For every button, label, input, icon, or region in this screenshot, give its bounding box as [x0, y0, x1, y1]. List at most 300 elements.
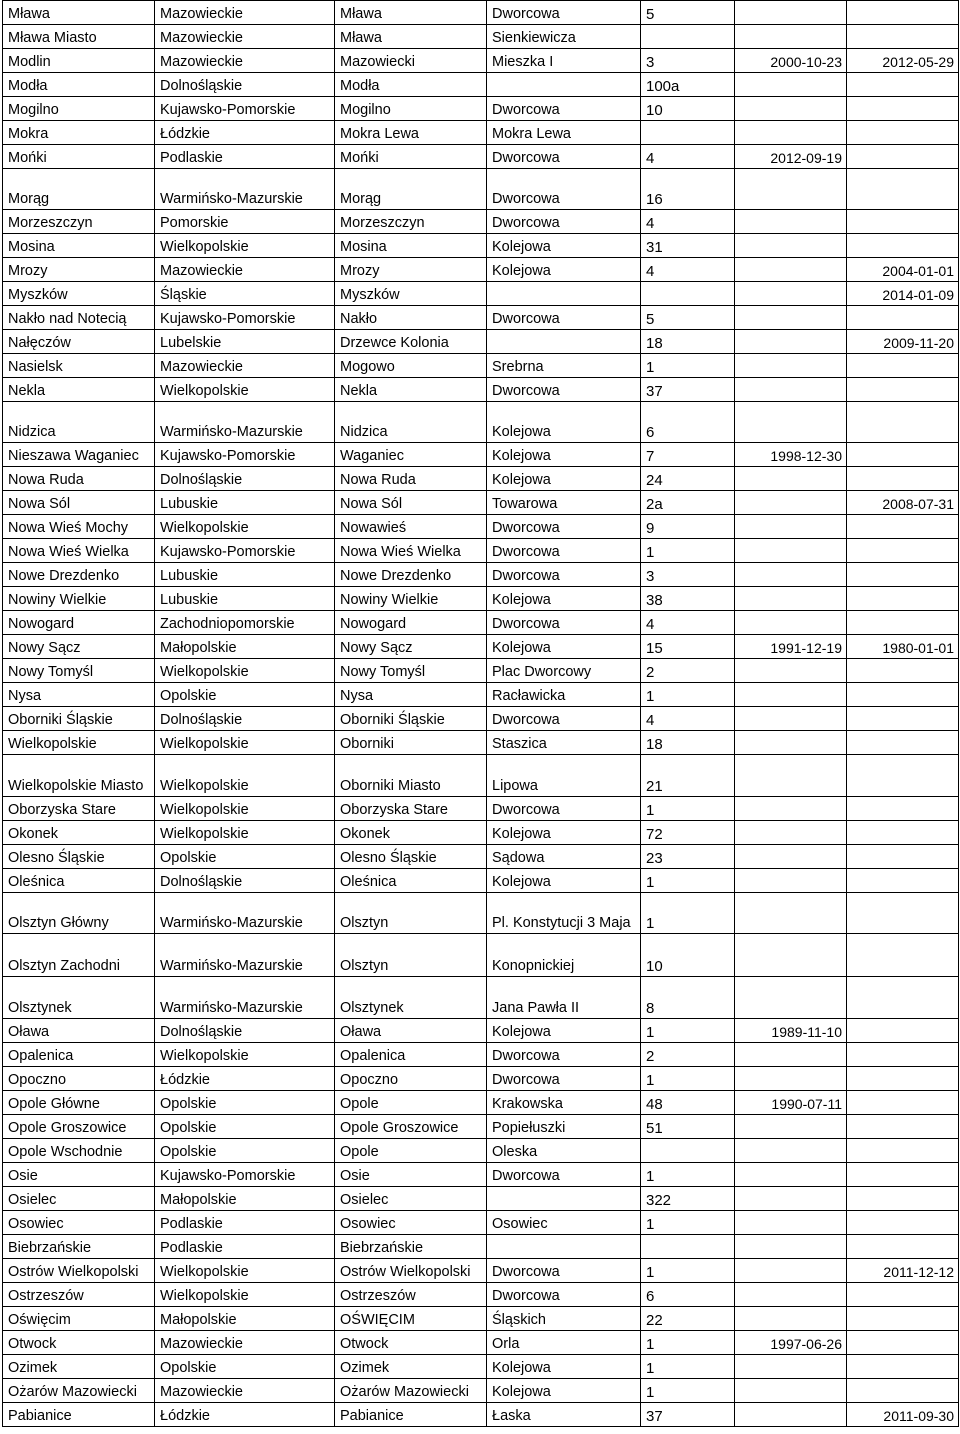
table-row	[3, 563, 959, 587]
date2-cell	[847, 893, 959, 934]
city-cell: Mława	[335, 25, 487, 49]
date2-cell	[847, 611, 959, 635]
table-row	[3, 611, 959, 635]
voivodeship-cell: Podlaskie	[155, 1211, 335, 1235]
city-cell: OŚWIĘCIM	[335, 1307, 487, 1331]
street-cell: Dworcowa	[487, 169, 641, 210]
date2-cell	[847, 659, 959, 683]
street-cell: Plac Dworcowy	[487, 659, 641, 683]
street-cell: Kolejowa	[487, 821, 641, 845]
table-row	[3, 1379, 959, 1403]
station-cell: Biebrzańskie	[3, 1235, 155, 1259]
voivodeship-cell: Kujawsko-Pomorskie	[155, 306, 335, 330]
city-cell: Opoczno	[335, 1067, 487, 1091]
voivodeship-cell: Wielkopolskie	[155, 1283, 335, 1307]
city-cell: Pabianice	[335, 1403, 487, 1427]
voivodeship-cell: Lubuskie	[155, 563, 335, 587]
city-cell: Mazowiecki	[335, 49, 487, 73]
voivodeship-cell: Mazowieckie	[155, 1379, 335, 1403]
date2-cell	[847, 234, 959, 258]
date2-cell	[847, 563, 959, 587]
street-cell: Kolejowa	[487, 635, 641, 659]
voivodeship-cell: Łódzkie	[155, 1403, 335, 1427]
city-cell: Ozimek	[335, 1355, 487, 1379]
date2-cell	[847, 821, 959, 845]
station-cell: Nowogard	[3, 611, 155, 635]
station-cell: Mrozy	[3, 258, 155, 282]
number-cell: 1	[641, 893, 735, 934]
city-cell: Osie	[335, 1163, 487, 1187]
number-cell: 7	[641, 443, 735, 467]
street-cell: Kolejowa	[487, 1019, 641, 1043]
voivodeship-cell: Wielkopolskie	[155, 1043, 335, 1067]
table-body	[3, 1, 959, 1427]
date1-cell	[735, 893, 847, 934]
date1-cell: 1990-07-11	[735, 1091, 847, 1115]
station-cell: Mława Miasto	[3, 25, 155, 49]
date2-cell: 2011-09-30	[847, 1403, 959, 1427]
street-cell: Dworcowa	[487, 306, 641, 330]
street-cell: Staszica	[487, 731, 641, 755]
station-cell: Ostrzeszów	[3, 1283, 155, 1307]
voivodeship-cell: Opolskie	[155, 1115, 335, 1139]
station-cell: Modlin	[3, 49, 155, 73]
station-cell: Ostrów Wielkopolski	[3, 1259, 155, 1283]
station-cell: Olsztyn Główny	[3, 893, 155, 934]
street-cell: Dworcowa	[487, 1067, 641, 1091]
station-cell: Ożarów Mazowiecki	[3, 1379, 155, 1403]
date2-cell	[847, 1139, 959, 1163]
number-cell: 8	[641, 977, 735, 1019]
city-cell: Ostrzeszów	[335, 1283, 487, 1307]
date2-cell	[847, 306, 959, 330]
voivodeship-cell: Opolskie	[155, 1091, 335, 1115]
date1-cell	[735, 25, 847, 49]
date1-cell	[735, 977, 847, 1019]
table-row	[3, 1355, 959, 1379]
date1-cell	[735, 515, 847, 539]
date1-cell	[735, 1067, 847, 1091]
table-row	[3, 977, 959, 1019]
date1-cell	[735, 1115, 847, 1139]
voivodeship-cell: Warmińsko-Mazurskie	[155, 977, 335, 1019]
street-cell: Dworcowa	[487, 707, 641, 731]
date1-cell	[735, 683, 847, 707]
city-cell: Nowa Wieś Wielka	[335, 539, 487, 563]
date1-cell	[735, 1163, 847, 1187]
street-cell: Kolejowa	[487, 1379, 641, 1403]
table-row	[3, 25, 959, 49]
date1-cell	[735, 97, 847, 121]
table-row	[3, 330, 959, 354]
street-cell: Dworcowa	[487, 797, 641, 821]
station-cell: Olesno Śląskie	[3, 845, 155, 869]
date2-cell: 2008-07-31	[847, 491, 959, 515]
date2-cell	[847, 169, 959, 210]
table-row	[3, 306, 959, 330]
city-cell: Mława	[335, 1, 487, 25]
number-cell: 48	[641, 1091, 735, 1115]
voivodeship-cell: Dolnośląskie	[155, 73, 335, 97]
table-row	[3, 491, 959, 515]
voivodeship-cell: Łódzkie	[155, 1067, 335, 1091]
station-cell: Opole Główne	[3, 1091, 155, 1115]
date2-cell	[847, 797, 959, 821]
city-cell: Nowa Sól	[335, 491, 487, 515]
stations-table	[2, 0, 959, 1427]
table-row	[3, 797, 959, 821]
voivodeship-cell: Warmińsko-Mazurskie	[155, 169, 335, 210]
station-cell: Opoczno	[3, 1067, 155, 1091]
table-row	[3, 821, 959, 845]
street-cell: Krakowska	[487, 1091, 641, 1115]
date2-cell: 2014-01-09	[847, 282, 959, 306]
date2-cell	[847, 25, 959, 49]
date1-cell: 1989-11-10	[735, 1019, 847, 1043]
date2-cell	[847, 1187, 959, 1211]
date2-cell	[847, 145, 959, 169]
date2-cell	[847, 1355, 959, 1379]
date1-cell	[735, 1235, 847, 1259]
city-cell: Oborniki Śląskie	[335, 707, 487, 731]
table-row	[3, 1331, 959, 1355]
station-cell: Nowe Drezdenko	[3, 563, 155, 587]
number-cell: 1	[641, 683, 735, 707]
number-cell: 24	[641, 467, 735, 491]
date1-cell	[735, 1307, 847, 1331]
date1-cell	[735, 467, 847, 491]
city-cell: Mokra Lewa	[335, 121, 487, 145]
table-row	[3, 354, 959, 378]
city-cell: Oborniki Miasto	[335, 755, 487, 797]
number-cell: 4	[641, 210, 735, 234]
date2-cell: 2004-01-01	[847, 258, 959, 282]
city-cell: Oborniki	[335, 731, 487, 755]
voivodeship-cell: Opolskie	[155, 683, 335, 707]
date2-cell	[847, 1091, 959, 1115]
number-cell: 6	[641, 1283, 735, 1307]
number-cell: 2	[641, 659, 735, 683]
voivodeship-cell: Wielkopolskie	[155, 1259, 335, 1283]
number-cell: 4	[641, 611, 735, 635]
voivodeship-cell: Opolskie	[155, 1139, 335, 1163]
date1-cell	[735, 797, 847, 821]
date2-cell: 2012-05-29	[847, 49, 959, 73]
voivodeship-cell: Lubuskie	[155, 491, 335, 515]
street-cell	[487, 330, 641, 354]
number-cell: 16	[641, 169, 735, 210]
table-row	[3, 707, 959, 731]
city-cell: Mońki	[335, 145, 487, 169]
station-cell: Nałęczów	[3, 330, 155, 354]
street-cell: Sienkiewicza	[487, 25, 641, 49]
date2-cell	[847, 869, 959, 893]
date1-cell	[735, 169, 847, 210]
date2-cell	[847, 587, 959, 611]
voivodeship-cell: Kujawsko-Pomorskie	[155, 539, 335, 563]
number-cell: 18	[641, 330, 735, 354]
date1-cell	[735, 73, 847, 97]
date1-cell	[735, 306, 847, 330]
voivodeship-cell: Warmińsko-Mazurskie	[155, 893, 335, 934]
table-row	[3, 145, 959, 169]
date2-cell	[847, 402, 959, 443]
date1-cell	[735, 869, 847, 893]
number-cell: 1	[641, 1163, 735, 1187]
station-cell: Otwock	[3, 1331, 155, 1355]
station-cell: Olsztyn Zachodni	[3, 934, 155, 977]
city-cell: Waganiec	[335, 443, 487, 467]
date2-cell	[847, 354, 959, 378]
number-cell: 5	[641, 1, 735, 25]
voivodeship-cell: Mazowieckie	[155, 1, 335, 25]
street-cell: Kolejowa	[487, 869, 641, 893]
station-cell: Mokra	[3, 121, 155, 145]
city-cell: Nekla	[335, 378, 487, 402]
number-cell: 10	[641, 97, 735, 121]
table-row	[3, 169, 959, 210]
date1-cell	[735, 563, 847, 587]
date1-cell	[735, 491, 847, 515]
city-cell: Mogilno	[335, 97, 487, 121]
table-row	[3, 1115, 959, 1139]
voivodeship-cell: Dolnośląskie	[155, 1019, 335, 1043]
station-cell: Opole Groszowice	[3, 1115, 155, 1139]
station-cell: Wielkopolskie	[3, 731, 155, 755]
city-cell: Opole	[335, 1139, 487, 1163]
street-cell: Sądowa	[487, 845, 641, 869]
date2-cell	[847, 1331, 959, 1355]
table-row	[3, 1283, 959, 1307]
street-cell: Konopnickiej	[487, 934, 641, 977]
table-row	[3, 683, 959, 707]
city-cell: Ostrów Wielkopolski	[335, 1259, 487, 1283]
date1-cell: 1998-12-30	[735, 443, 847, 467]
table-row	[3, 869, 959, 893]
date2-cell: 1980-01-01	[847, 635, 959, 659]
date2-cell	[847, 467, 959, 491]
date1-cell	[735, 1139, 847, 1163]
table-row	[3, 258, 959, 282]
station-cell: Nowiny Wielkie	[3, 587, 155, 611]
date2-cell	[847, 73, 959, 97]
city-cell: Nowy Sącz	[335, 635, 487, 659]
city-cell: Okonek	[335, 821, 487, 845]
street-cell: Orla	[487, 1331, 641, 1355]
table-row	[3, 515, 959, 539]
date2-cell	[847, 121, 959, 145]
street-cell: Łaska	[487, 1403, 641, 1427]
station-cell: Nowy Sącz	[3, 635, 155, 659]
date1-cell	[735, 1187, 847, 1211]
city-cell: Nakło	[335, 306, 487, 330]
street-cell: Dworcowa	[487, 515, 641, 539]
station-cell: Pabianice	[3, 1403, 155, 1427]
number-cell: 23	[641, 845, 735, 869]
station-cell: Oborzyska Stare	[3, 797, 155, 821]
city-cell: Opalenica	[335, 1043, 487, 1067]
station-cell: Modła	[3, 73, 155, 97]
table-row	[3, 1403, 959, 1427]
table-row	[3, 1163, 959, 1187]
table-row	[3, 1187, 959, 1211]
number-cell	[641, 1235, 735, 1259]
station-cell: Nekla	[3, 378, 155, 402]
street-cell: Dworcowa	[487, 210, 641, 234]
number-cell: 4	[641, 145, 735, 169]
street-cell	[487, 1187, 641, 1211]
street-cell: Dworcowa	[487, 611, 641, 635]
number-cell: 15	[641, 635, 735, 659]
date1-cell: 1997-06-26	[735, 1331, 847, 1355]
date1-cell: 2012-09-19	[735, 145, 847, 169]
station-cell: Opole Wschodnie	[3, 1139, 155, 1163]
voivodeship-cell: Warmińsko-Mazurskie	[155, 402, 335, 443]
station-cell: Osowiec	[3, 1211, 155, 1235]
date2-cell	[847, 443, 959, 467]
date2-cell	[847, 755, 959, 797]
station-cell: Mława	[3, 1, 155, 25]
voivodeship-cell: Małopolskie	[155, 1187, 335, 1211]
street-cell: Dworcowa	[487, 1283, 641, 1307]
number-cell	[641, 25, 735, 49]
table-row	[3, 1043, 959, 1067]
table-row	[3, 121, 959, 145]
number-cell: 37	[641, 1403, 735, 1427]
date2-cell	[847, 1379, 959, 1403]
station-cell: Mosina	[3, 234, 155, 258]
city-cell: Nysa	[335, 683, 487, 707]
voivodeship-cell: Mazowieckie	[155, 354, 335, 378]
number-cell: 322	[641, 1187, 735, 1211]
city-cell: Nowogard	[335, 611, 487, 635]
table-row	[3, 1091, 959, 1115]
table-row	[3, 402, 959, 443]
street-cell: Kolejowa	[487, 467, 641, 491]
voivodeship-cell: Opolskie	[155, 1355, 335, 1379]
date2-cell	[847, 707, 959, 731]
street-cell: Dworcowa	[487, 145, 641, 169]
voivodeship-cell: Małopolskie	[155, 1307, 335, 1331]
date1-cell	[735, 1259, 847, 1283]
voivodeship-cell: Kujawsko-Pomorskie	[155, 97, 335, 121]
city-cell: Osielec	[335, 1187, 487, 1211]
date1-cell	[735, 755, 847, 797]
date1-cell	[735, 234, 847, 258]
city-cell: Morzeszczyn	[335, 210, 487, 234]
date2-cell	[847, 1163, 959, 1187]
number-cell: 2	[641, 1043, 735, 1067]
table-row	[3, 587, 959, 611]
voivodeship-cell: Mazowieckie	[155, 1331, 335, 1355]
station-cell: Opalenica	[3, 1043, 155, 1067]
station-cell: Nowa Ruda	[3, 467, 155, 491]
street-cell: Mieszka I	[487, 49, 641, 73]
station-cell: Nieszawa Waganiec	[3, 443, 155, 467]
street-cell: Dworcowa	[487, 1259, 641, 1283]
number-cell: 100a	[641, 73, 735, 97]
date1-cell	[735, 1043, 847, 1067]
city-cell: Olsztyn	[335, 934, 487, 977]
voivodeship-cell: Wielkopolskie	[155, 234, 335, 258]
city-cell: Olsztyn	[335, 893, 487, 934]
number-cell: 1	[641, 1019, 735, 1043]
voivodeship-cell: Dolnośląskie	[155, 869, 335, 893]
date2-cell	[847, 1043, 959, 1067]
street-cell: Śląskich	[487, 1307, 641, 1331]
date1-cell	[735, 210, 847, 234]
street-cell: Osowiec	[487, 1211, 641, 1235]
voivodeship-cell: Pomorskie	[155, 210, 335, 234]
voivodeship-cell: Wielkopolskie	[155, 797, 335, 821]
table-row	[3, 934, 959, 977]
street-cell: Kolejowa	[487, 443, 641, 467]
station-cell: Wielkopolskie Miasto	[3, 755, 155, 797]
voivodeship-cell: Lubuskie	[155, 587, 335, 611]
station-cell: Mońki	[3, 145, 155, 169]
voivodeship-cell: Warmińsko-Mazurskie	[155, 934, 335, 977]
voivodeship-cell: Śląskie	[155, 282, 335, 306]
city-cell: Opole	[335, 1091, 487, 1115]
date2-cell	[847, 934, 959, 977]
station-cell: Nowa Sól	[3, 491, 155, 515]
table-row	[3, 49, 959, 73]
voivodeship-cell: Mazowieckie	[155, 25, 335, 49]
station-cell: Morąg	[3, 169, 155, 210]
station-cell: Nasielsk	[3, 354, 155, 378]
voivodeship-cell: Lubelskie	[155, 330, 335, 354]
number-cell: 1	[641, 1355, 735, 1379]
date1-cell	[735, 1211, 847, 1235]
voivodeship-cell: Zachodniopomorskie	[155, 611, 335, 635]
station-cell: Nysa	[3, 683, 155, 707]
station-cell: Oława	[3, 1019, 155, 1043]
date1-cell	[735, 121, 847, 145]
date2-cell	[847, 210, 959, 234]
city-cell: Morąg	[335, 169, 487, 210]
number-cell: 1	[641, 797, 735, 821]
date1-cell	[735, 330, 847, 354]
street-cell: Kolejowa	[487, 1355, 641, 1379]
number-cell: 9	[641, 515, 735, 539]
table-row	[3, 378, 959, 402]
street-cell: Dworcowa	[487, 97, 641, 121]
number-cell: 3	[641, 563, 735, 587]
table-row	[3, 635, 959, 659]
table-row	[3, 845, 959, 869]
number-cell: 51	[641, 1115, 735, 1139]
number-cell: 21	[641, 755, 735, 797]
table-row	[3, 539, 959, 563]
street-cell: Kolejowa	[487, 402, 641, 443]
city-cell: Myszków	[335, 282, 487, 306]
date1-cell	[735, 1403, 847, 1427]
date1-cell	[735, 659, 847, 683]
voivodeship-cell: Mazowieckie	[155, 49, 335, 73]
voivodeship-cell: Mazowieckie	[155, 258, 335, 282]
station-cell: Oświęcim	[3, 1307, 155, 1331]
street-cell: Dworcowa	[487, 378, 641, 402]
date1-cell	[735, 539, 847, 563]
voivodeship-cell: Podlaskie	[155, 145, 335, 169]
voivodeship-cell: Opolskie	[155, 845, 335, 869]
station-cell: Osie	[3, 1163, 155, 1187]
voivodeship-cell: Podlaskie	[155, 1235, 335, 1259]
number-cell: 1	[641, 1067, 735, 1091]
date1-cell: 1991-12-19	[735, 635, 847, 659]
number-cell: 1	[641, 1379, 735, 1403]
table-row	[3, 659, 959, 683]
